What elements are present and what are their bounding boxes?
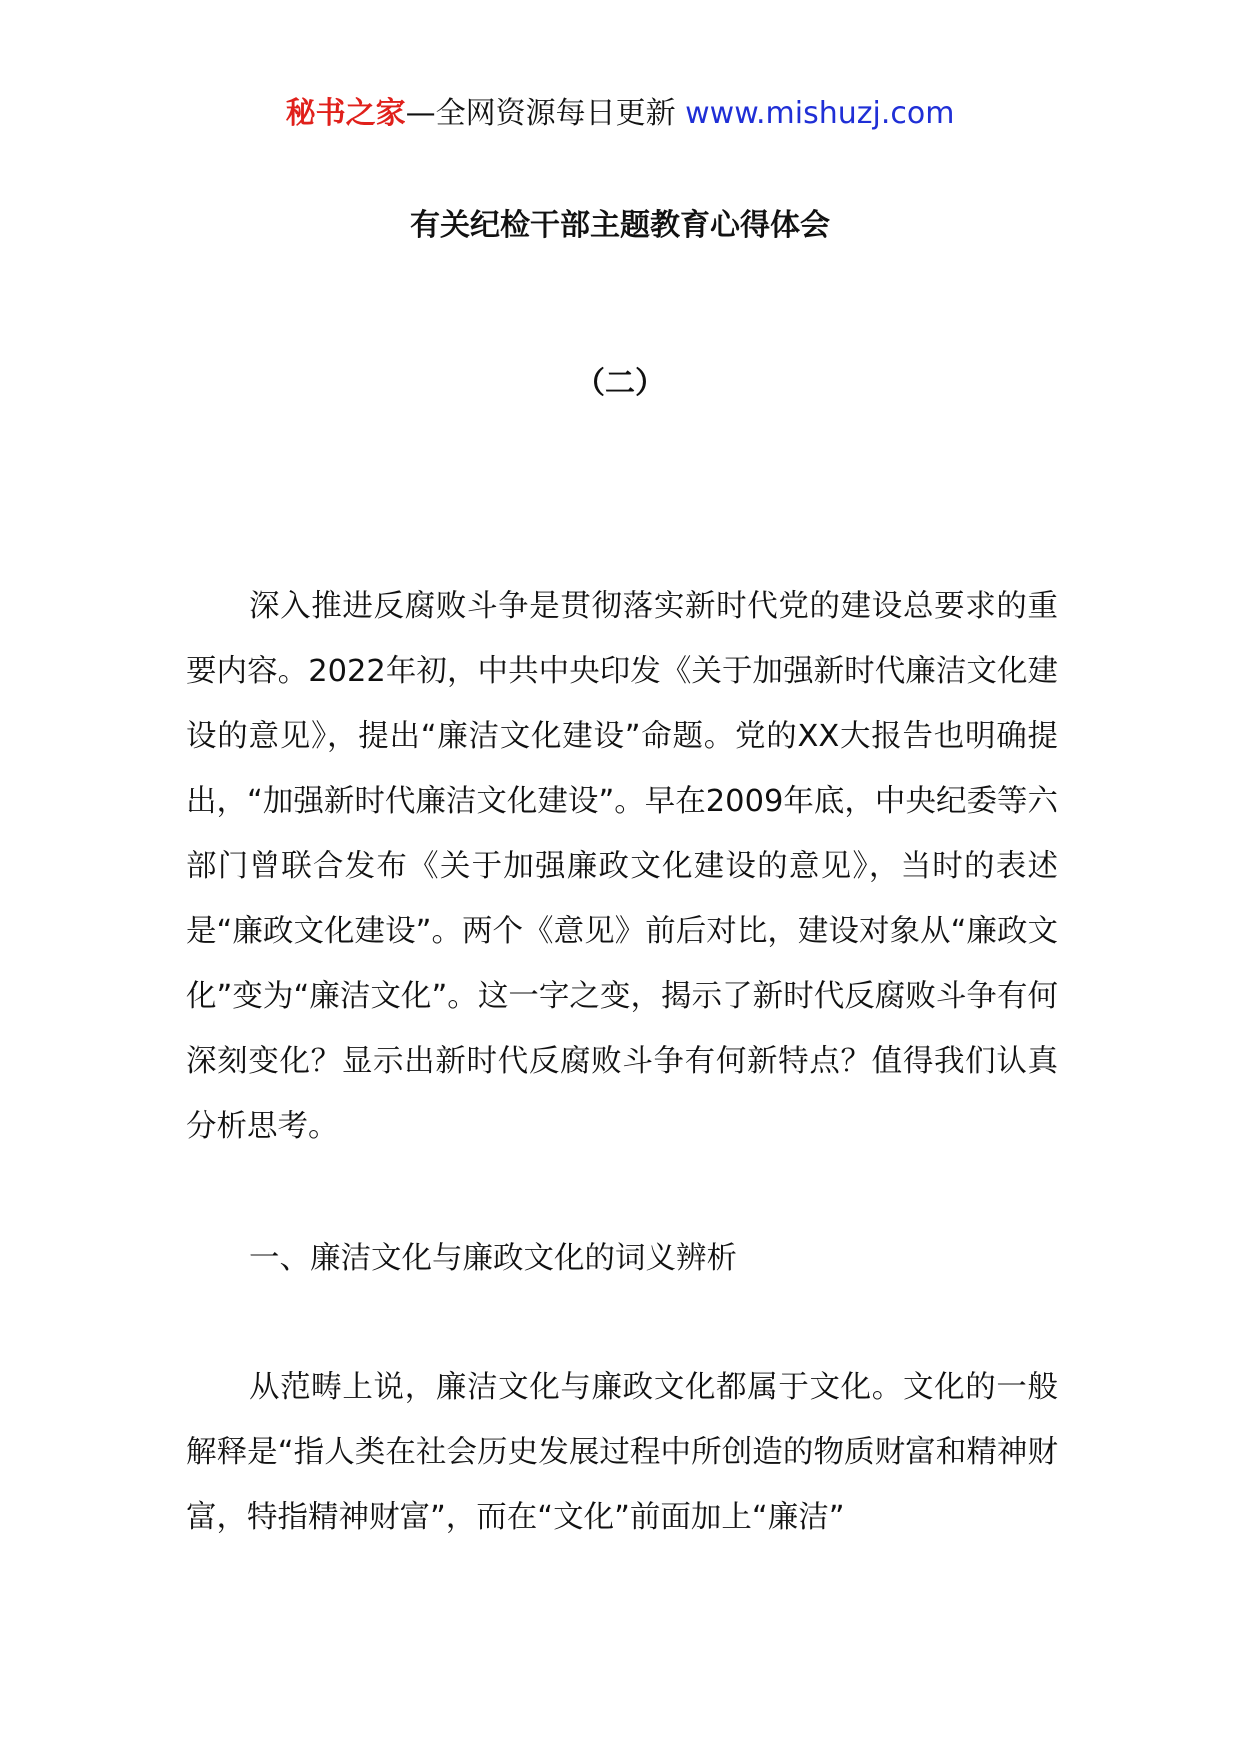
body-paragraph: 从范畴上说，廉洁文化与廉政文化都属于文化。文化的一般解释是“指人类在社会历史发展过程中所创造的物质财富和精神财富，特指精神财富”，而在“文化”前面加上“廉洁” — [186, 1370, 1058, 1535]
site-url-link[interactable]: www.mishuzj.com — [685, 96, 955, 131]
site-tagline: —全网资源每日更新 — [405, 96, 676, 131]
brand-name: 秘书之家 — [285, 96, 406, 131]
section-number: （二） — [575, 366, 665, 401]
document-title: 有关纪检干部主题教育心得体会 — [410, 208, 830, 243]
section-heading: 一、廉洁文化与廉政文化的词义辨析 — [249, 1241, 737, 1276]
body-paragraph: 深入推进反腐败斗争是贯彻落实新时代党的建设总要求的重要内容。2022年初，中共中央印发《关于加强新时代廉洁文化建设的意见》，提出“廉洁文化建设”命题。党的XX大报告也明确提出，“加强新时代廉洁文化建设”。早在2009年底，中央纪委等六部门曾联合发布《关于加强廉政文化建设的意见》，当时的表述是“廉政文化建设”。两个《意见》前后对比，建设对象从“廉政文化”变为“廉洁文化”。这一字之变，揭示了新时代反腐败斗争有何深刻变化？显示出新时代反腐败斗争有何新特点？值得我们认真分析思考。 — [186, 589, 1058, 1144]
site-header — [0, 94, 1240, 134]
